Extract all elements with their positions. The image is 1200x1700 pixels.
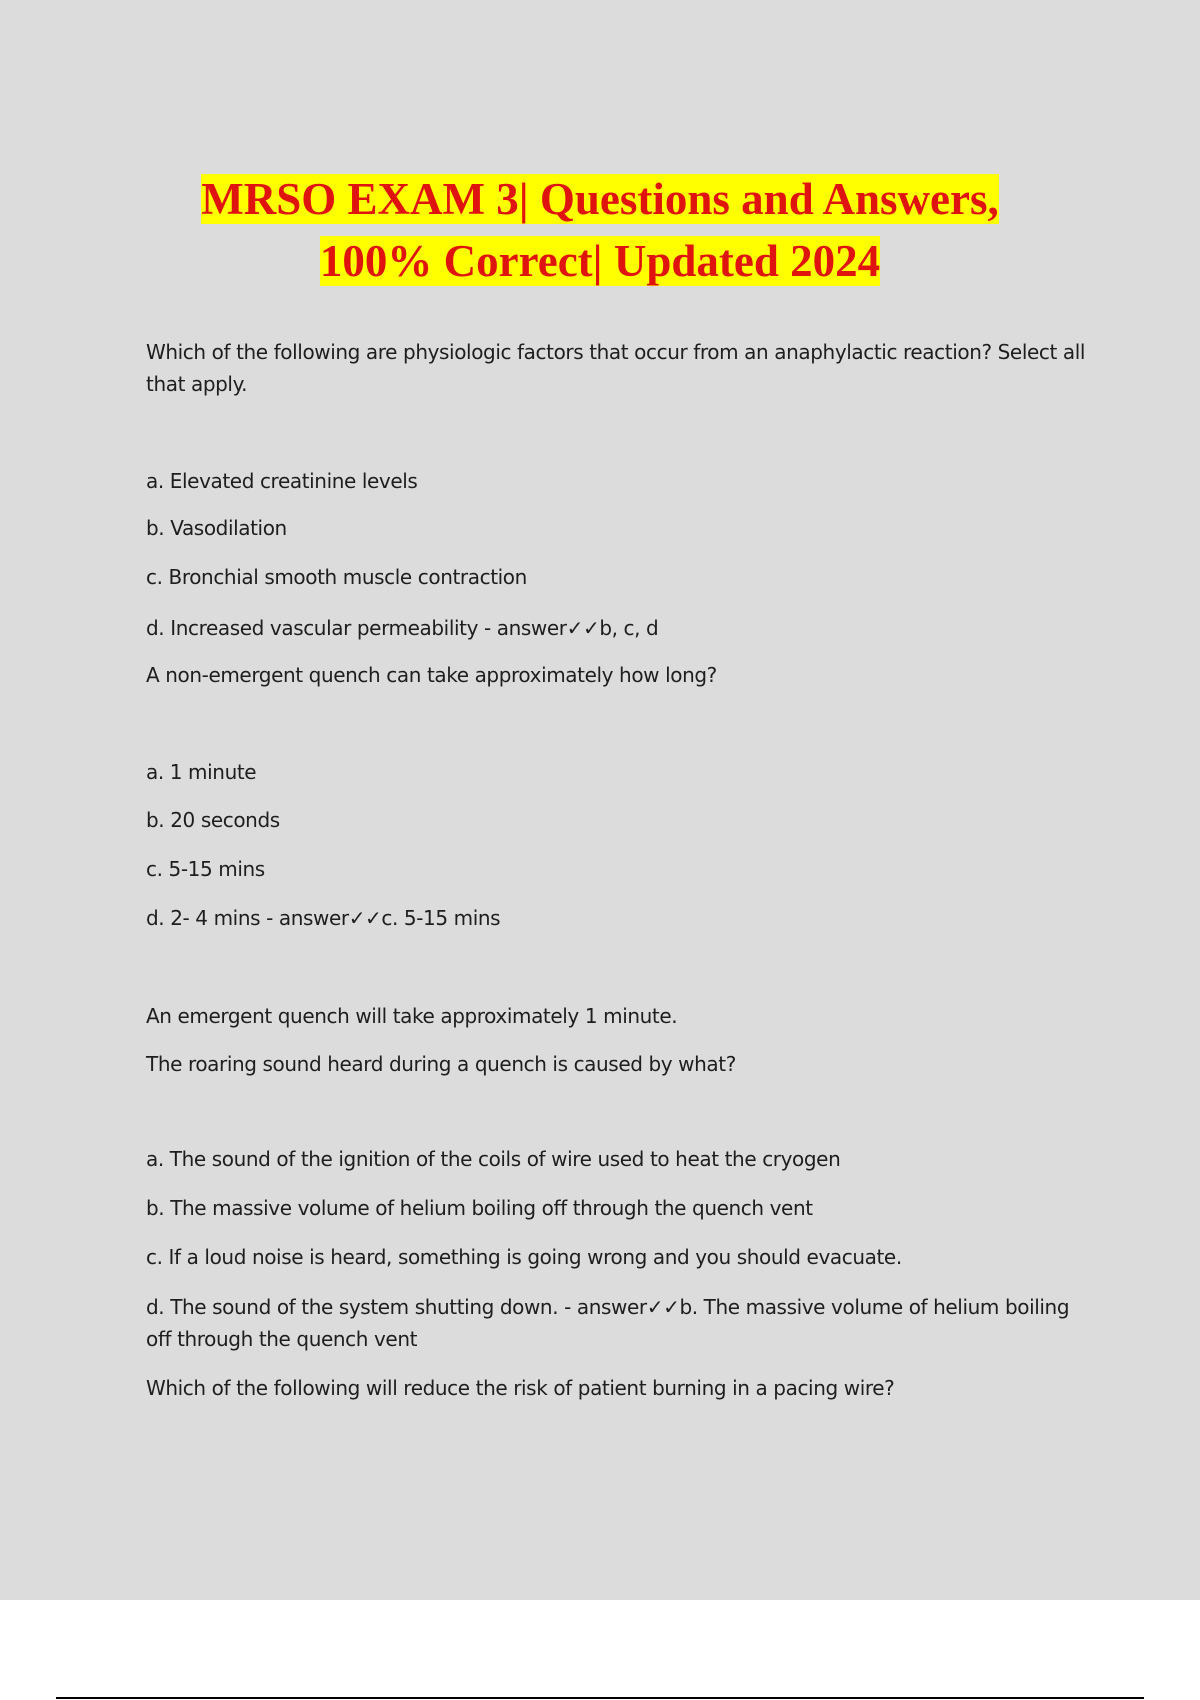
answer-option: c. Bronchial smooth muscle contraction bbox=[146, 565, 527, 589]
answer-option: c. 5-15 mins bbox=[146, 857, 265, 881]
title-line-1: MRSO EXAM 3| Questions and Answers, bbox=[201, 174, 999, 224]
document-title bbox=[0, 168, 1200, 292]
answer-option-with-key: d. Increased vascular permeability - answer✓✓b, c, d bbox=[146, 616, 659, 640]
answer-option-with-key: d. The sound of the system shutting down. - answer✓✓b. The massive volume of helium boiling off through the quench vent bbox=[146, 1295, 1070, 1351]
answer-option-with-key: d. 2- 4 mins - answer✓✓c. 5-15 mins bbox=[146, 906, 501, 930]
answer-option: b. Vasodilation bbox=[146, 516, 287, 540]
answer-option: a. Elevated creatinine levels bbox=[146, 469, 418, 493]
answer-option: b. The massive volume of helium boiling off through the quench vent bbox=[146, 1196, 813, 1220]
answer-option: c. If a loud noise is heard, something is going wrong and you should evacuate. bbox=[146, 1245, 902, 1269]
footer-divider bbox=[56, 1697, 1144, 1699]
question-text: Which of the following will reduce the risk of patient burning in a pacing wire? bbox=[146, 1376, 895, 1400]
answer-option: a. The sound of the ignition of the coils of wire used to heat the cryogen bbox=[146, 1147, 841, 1171]
explanation-note: An emergent quench will take approximately 1 minute. bbox=[146, 1004, 678, 1028]
question-text: Which of the following are physiologic factors that occur from an anaphylactic reaction? Select all that apply. bbox=[146, 340, 1086, 396]
answer-option: b. 20 seconds bbox=[146, 808, 280, 832]
question-text: The roaring sound heard during a quench is caused by what? bbox=[146, 1052, 736, 1076]
answer-option: a. 1 minute bbox=[146, 760, 257, 784]
title-line-2: 100% Correct| Updated 2024 bbox=[319, 236, 881, 286]
question-text: A non-emergent quench can take approximately how long? bbox=[146, 663, 717, 687]
